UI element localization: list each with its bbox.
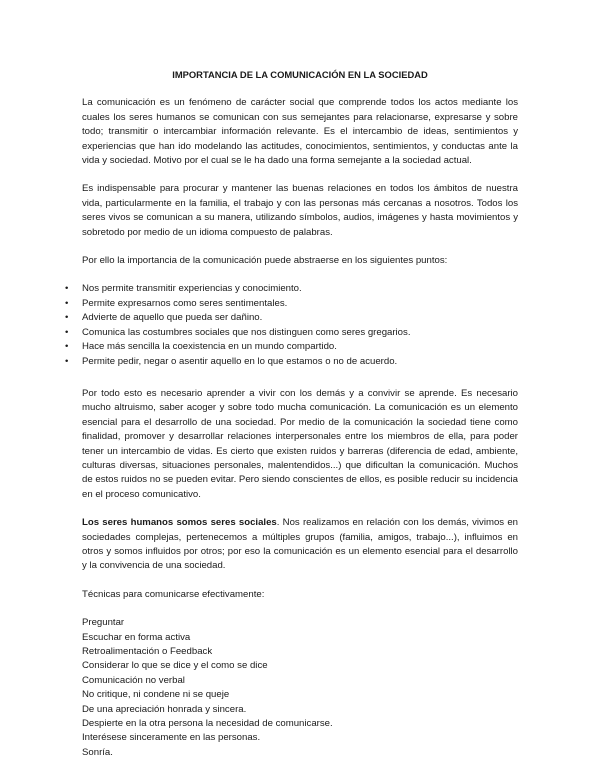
techniques-heading: Técnicas para comunicarse efectivamente:	[82, 588, 265, 600]
technique-item: Despierte en la otra persona la necesidad de comunicarse.	[82, 718, 333, 730]
bullet-item: • Permite expresarnos como seres sentimentales.	[82, 297, 518, 311]
bullet-icon: •	[65, 312, 69, 324]
paragraph-3: Por ello la importancia de la comunicación puede abstraerse en los siguientes puntos:	[82, 255, 448, 267]
technique-item: No critique, ni condene ni se queje	[82, 689, 230, 701]
paragraph-2: Es indispensable para procurar y mantener las buenas relaciones en todos los ámbitos de nuestra vida, particularmente en la familia, el trabajo y con las personas más cercanas a nosotros. Todos los seres vivos se comunican a su manera, utilizando símbolos, audios, imágenes y hasta movimientos y sobretodo por medio de un idioma compuesto de palabras.	[82, 183, 518, 238]
bullet-icon: •	[65, 297, 69, 309]
bullet-item: • Hace más sencilla la coexistencia en un mundo compartido.	[82, 340, 518, 354]
bullet-item: • Nos permite transmitir experiencias y conocimiento.	[82, 282, 518, 296]
paragraph-4: Por todo esto es necesario aprender a vivir con los demás y a convivir se aprende. Es necesario mucho altruismo, saber acoger y sobre todo mucha comunicación. La comunicación es un elemento esencial para el desarrollo de una sociedad. Por medio de la comunicación la sociedad tiene como finalidad, promover y desarrollar relaciones interpersonales entre los miembros de ella, para poder tener un intercambio de vidas. Es cierto que existen ruidos y barreras (diferencia de edad, ambiente, culturas diversas, situaciones personales, malentendidos...) que dificultan la comunicación. Muchos de estos ruidos no se pueden evitar. Pero siendo conscientes de ellos, es posible reducir su incidencia en el proceso comunicativo.	[82, 387, 518, 500]
technique-item: Sonría.	[82, 746, 113, 758]
paragraph-5-text: . Nos realizamos en relación con los demás, vivimos en sociedades complejas, pertenecemos a múltiples grupos (familia, amigos, trabajo...), influimos en otros y somos influidos por otros; por eso la comunicación es un elemento esencial para el desarrollo y la convivencia de una sociedad.	[82, 517, 519, 572]
technique-item: Considerar lo que se dice y el como se dice	[82, 660, 268, 672]
bullet-item: • Advierte de aquello que pueda ser dañino.	[82, 311, 518, 325]
bullet-icon: •	[65, 283, 69, 295]
technique-item: Comunicación no verbal	[82, 674, 185, 686]
technique-item: Escuchar en forma activa	[82, 631, 191, 643]
bullet-item: • Permite pedir, negar o asentir aquello en lo que estamos o no de acuerdo.	[82, 355, 518, 369]
bullet-icon: •	[65, 341, 69, 353]
document-title: IMPORTANCIA DE LA COMUNICACIÓN EN LA SOCIEDAD	[172, 69, 428, 80]
techniques-list	[82, 616, 518, 760]
technique-item: Interésese sinceramente en las personas.	[82, 732, 261, 744]
bullet-icon: •	[65, 355, 69, 367]
technique-item: Retroalimentación o Feedback	[82, 646, 213, 657]
paragraph-5-bold-lead: Los seres humanos somos seres sociales	[82, 517, 277, 529]
paragraph-1: La comunicación es un fenómeno de carácter social que comprende todos los actos mediante los cuales los seres humanos se comunican con sus semejantes para relacionarse, expresarse y sobre todo; transmitir o intercambiar información relevante. Es el intercambio de ideas, sentimientos y experiencias que han ido modelando las actitudes, conocimientos, sentimientos, y conductas ante la vida y sociedad. Motivo por el cual se le ha dado una forma semejante a la sociedad actual.	[82, 97, 518, 167]
bullet-icon: •	[65, 326, 69, 338]
technique-item: De una apreciación honrada y sincera.	[82, 703, 247, 715]
bullet-list	[65, 282, 518, 368]
technique-item: Preguntar	[82, 617, 125, 629]
bullet-item: • Comunica las costumbres sociales que nos distinguen como seres gregarios.	[82, 326, 518, 340]
paragraph-5	[82, 516, 518, 574]
